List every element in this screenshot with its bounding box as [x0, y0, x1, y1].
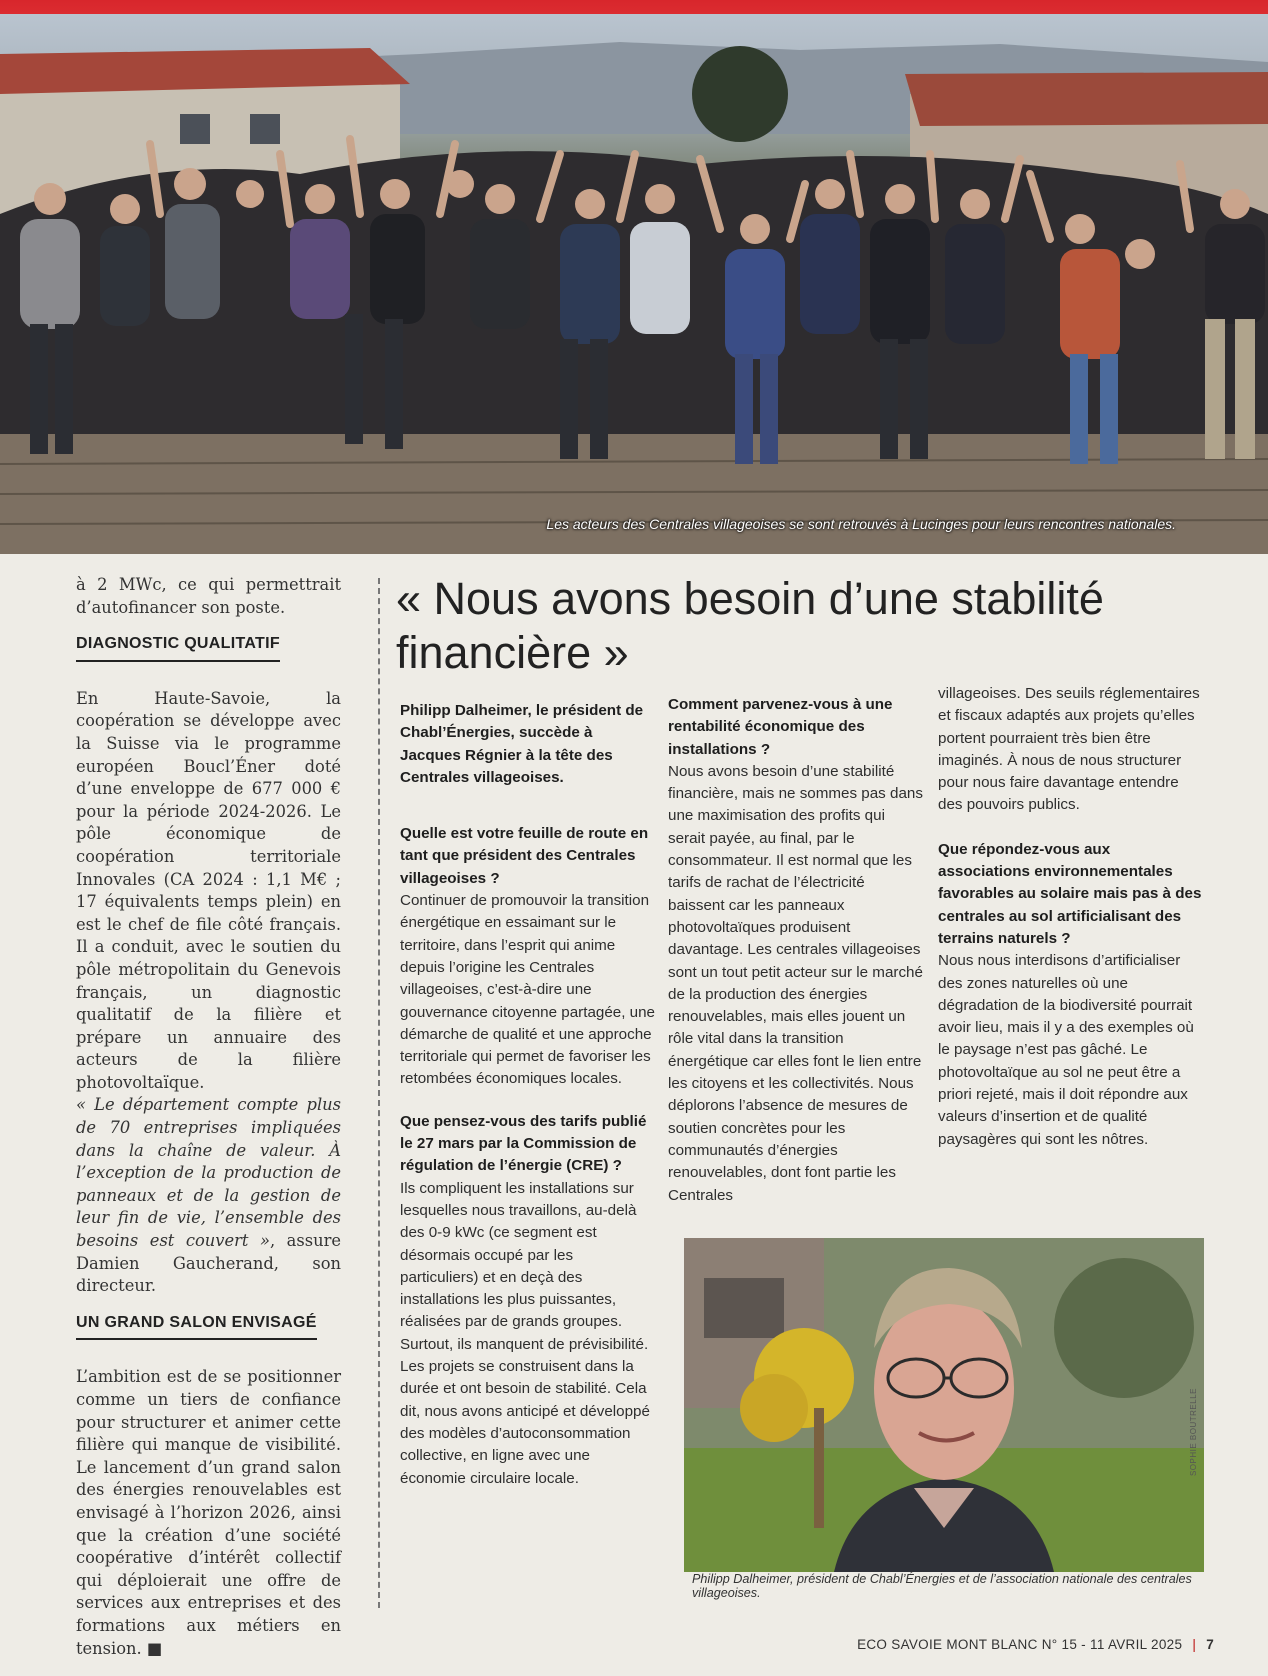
- left-quote-paragraph: [76, 1094, 341, 1297]
- photo-caption: Les acteurs des Centrales villageoises se sont retrouvés à Lucinges pour leurs rencontres nationales.: [546, 516, 1176, 532]
- portrait-illustration: [684, 1238, 1204, 1572]
- question-4: Que répondez-vous aux associations environnementales favorables au solaire mais pas à des centrales au sol artificialisant des terrains naturels ?: [938, 840, 1202, 947]
- left-quote: « Le département compte plus de 70 entreprises impliquées dans la chaîne de valeur. À l’exception de la production de panneaux et de la gestion de leur fin de vie, l’ensemble des besoins est couvert »: [76, 1095, 341, 1251]
- interview-column-3: [938, 683, 1206, 1151]
- question-1: Quelle est votre feuille de route en tant que président des Centrales villageoises ?: [400, 825, 649, 887]
- group-photo: [0, 14, 1268, 554]
- footer-publication: ECO SAVOIE MONT BLANC: [857, 1637, 1038, 1652]
- question-3: Comment parvenez-vous à une rentabilité économique des installations ?: [668, 696, 893, 758]
- answer-2: Ils compliquent les installations sur lesquelles nous travaillons, au-delà des 0-9 kWc (ce segment est désormais occupé par les particuliers) et en deçà des installations les plus puissantes, réalisées par de grands groupes. Surtout, ils manquent de prévisibilité. Les projets se construisent dans la durée et ont besoin de stabilité. Cela dit, nous avons anticipé et développé des modèles d’autoconsommation collective, en ligne avec une économie circulaire locale.: [400, 1179, 650, 1487]
- left-quote-attribution: , assure Damien Gaucherand, son directeur.: [76, 1231, 341, 1296]
- left-paragraph-2: [76, 1366, 341, 1660]
- answer-4: Nous nous interdisons d’artificialiser des zones naturelles où une dégradation de la biodiversité pourrait avoir lieu, mais il y a des exemples où le paysage n’est pas gâché. Le photovoltaïque au sol ne peut être a priori rejeté, mais il doit répondre aux valeurs d’insertion et de qualité paysagères qui sont les nôtres.: [938, 952, 1194, 1148]
- photo-credit: SOPHIE BOUTRELLE: [1189, 1388, 1198, 1477]
- interview-column-1: [400, 700, 655, 1490]
- left-paragraph-1: En Haute-Savoie, la coopération se développe avec la Suisse via le programme européen Boucl’Éner doté d’une enveloppe de 677 000 € pour la période 2024-2026. Le pôle économique de coopération territoriale Innovales (CA 2024 : 1,1 M€ ; 17 équivalents temps plein) en est le chef de file côté français. Il a conduit, avec le soutien du pôle métropolitain du Genevois français, un diagnostic qualitatif de la filière et prépare un annuaire des acteurs de la filière photovoltaïque.: [76, 688, 341, 1092]
- portrait-photo: [684, 1238, 1204, 1572]
- portrait-caption: Philipp Dalheimer, président de Chabl’Énergies et de l’association nationale des centrales villageoises.: [692, 1572, 1192, 1600]
- end-mark: ■: [146, 1638, 163, 1658]
- interview-headline: « Nous avons besoin d’une stabilité financière »: [396, 573, 1104, 678]
- column-divider: [378, 578, 380, 1608]
- footer-issue: N° 15 - 11 AVRIL 2025: [1041, 1637, 1183, 1652]
- left-paragraph-2-text: L’ambition est de se positionner comme un tiers de confiance pour structurer et animer cette filière qui manque de visibilité. Le lancement d’un grand salon des énergies renouvelables est envisagé à l’horizon 2026, ainsi que la création d’une société coopérative d’intérêt collectif qui déploierait une offre de services aux entreprises et des formations aux métiers en tension.: [76, 1367, 341, 1658]
- subhead-diagnostic: DIAGNOSTIC QUALITATIF: [76, 633, 280, 662]
- answer-3: Nous avons besoin d’une stabilité financière, mais ne sommes pas dans une maximisation des profits qui serait payée, au final, par le consommateur. Il est normal que les tarifs de rachat de l’électricité baissent car les panneaux photovoltaïques produisent davantage. Les centrales villageoises sont un tout petit acteur sur le marché de la production des énergies renouvelables, mais elles jouent un rôle vital dans la transition énergétique car elles font le lien entre les citoyens et les collectivités. Nous déplorons l’absence de mesures de soutien concrètes pour les communautés d’énergies renouvelables, dont font partie les Centrales: [668, 762, 923, 1204]
- answer-1: Continuer de promouvoir la transition énergétique en essaimant sur le territoire, dans l’esprit qui anime depuis l’origine les Centrales villageoises, c’est-à-dire une gouvernance citoyenne partagée, une démarche de qualité et une approche territoriale qui permet de favoriser les retombées économiques locales.: [400, 892, 656, 1088]
- answer-3-continued: villageoises. Des seuils réglementaires et fiscaux adaptés aux projets qu’elles portent pourraient très bien être imaginés. À nous de nous structurer pour nous faire davantage entendre des pouvoirs publics.: [938, 685, 1200, 814]
- page-footer: [857, 1637, 1214, 1652]
- footer-separator: |: [1192, 1637, 1197, 1652]
- subhead-salon: UN GRAND SALON ENVISAGÉ: [76, 1312, 317, 1341]
- interview-column-2: [668, 694, 924, 1207]
- question-2: Que pensez-vous des tarifs publié le 27 mars par la Commission de régulation de l’énergie (CRE) ?: [400, 1112, 647, 1175]
- interview-lead: Philipp Dalheimer, le président de Chabl’Énergies, succède à Jacques Régnier à la tête des Centrales villageoises.: [400, 702, 644, 786]
- footer-page-number: 7: [1206, 1637, 1214, 1652]
- group-photo-illustration: [0, 14, 1268, 554]
- left-column: [76, 574, 341, 1660]
- left-intro-paragraph: à 2 MWc, ce qui permettrait d’autofinancer son poste.: [76, 575, 341, 617]
